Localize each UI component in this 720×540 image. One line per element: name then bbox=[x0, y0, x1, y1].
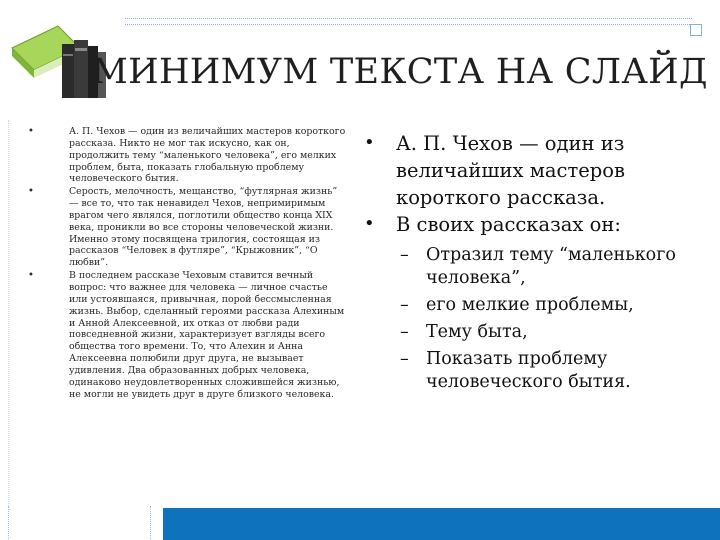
sub-item-text: Тему быта, bbox=[426, 322, 528, 342]
sub-item-text: Отразил тему “маленького человека”, bbox=[426, 245, 676, 288]
bottom-left-decoration bbox=[0, 506, 163, 540]
dash-bullet: – bbox=[400, 245, 409, 265]
right-item-text: А. П. Чехов — один из величайших мастеров короткого рассказа. bbox=[396, 132, 625, 209]
corner-square bbox=[690, 24, 702, 36]
bottom-accent-bar bbox=[163, 508, 720, 540]
bullet: • bbox=[28, 270, 34, 282]
sub-list-item bbox=[362, 321, 707, 344]
slide-title: МИНИМУМ ТЕКСТА НА СЛАЙД bbox=[92, 52, 708, 92]
left-item-text: В последнем рассказе Чеховым ставится вечный вопрос: что важнее для человека — личное счастье или устоявшаяся, привычная, порой бессмысленная жизнь. Выбор, сделанный героями рассказа Алехиным и Анной Алексеевной, их отказ от любви ради повседневной жизни, характеризует взгляды всего общества того времени. То, что Алехин и Анна Алексеевна полюбили друг друга, не вызывает удивления. Два образованных добрых человека, одинаково неудовлетворенных сложившейся жизнью, не могли не увидеть друг в друге близкого человека. bbox=[69, 270, 345, 400]
bottom-dotted-rule bbox=[150, 506, 151, 540]
dash-bullet: – bbox=[400, 349, 409, 369]
sub-item-text: Показать проблему человеческого бытия. bbox=[426, 349, 631, 392]
right-text-column bbox=[362, 130, 707, 398]
right-item-text: В своих рассказах он: bbox=[396, 213, 621, 236]
left-list-item bbox=[22, 186, 348, 269]
bullet: • bbox=[28, 186, 34, 198]
bullet: • bbox=[364, 213, 375, 234]
left-list-item bbox=[22, 126, 348, 185]
right-list-item bbox=[362, 130, 707, 211]
left-list-item bbox=[22, 270, 348, 400]
left-text-column bbox=[22, 126, 348, 401]
left-dotted-rule bbox=[8, 120, 9, 510]
right-list-item bbox=[362, 211, 707, 238]
dash-bullet: – bbox=[400, 322, 409, 342]
sub-list-item bbox=[362, 348, 707, 394]
bullet: • bbox=[28, 126, 34, 137]
left-item-text: Серость, мелочность, мещанство, “футлярная жизнь” — все то, что так ненавидел Чехов, непримиримым врагом чего являлся, поглотили общество конца XIX века, проникли во все стороны человеческой жизни. Именно этому посвящена трилогия, состоящая из рассказов “Человек в футляре”, “Крыжовник”, “О любви”. bbox=[69, 186, 338, 269]
left-item-text: А. П. Чехов — один из величайших мастеров короткого рассказа. Никто не мог так искусно, как он, продолжить тему “маленького человека”, его мелких проблем, быта, показать глобальную проблему человеческого бытия. bbox=[69, 126, 346, 185]
top-dotted-line-2 bbox=[125, 24, 692, 25]
top-frame bbox=[0, 0, 720, 20]
bullet: • bbox=[364, 132, 375, 153]
sub-list-item bbox=[362, 244, 707, 290]
dash-bullet: – bbox=[400, 295, 409, 315]
sub-list bbox=[362, 244, 707, 394]
sub-list-item bbox=[362, 294, 707, 317]
bottom-dotted-rule bbox=[8, 506, 9, 540]
top-dotted-line bbox=[125, 18, 692, 19]
sub-item-text: его мелкие проблемы, bbox=[426, 295, 634, 315]
